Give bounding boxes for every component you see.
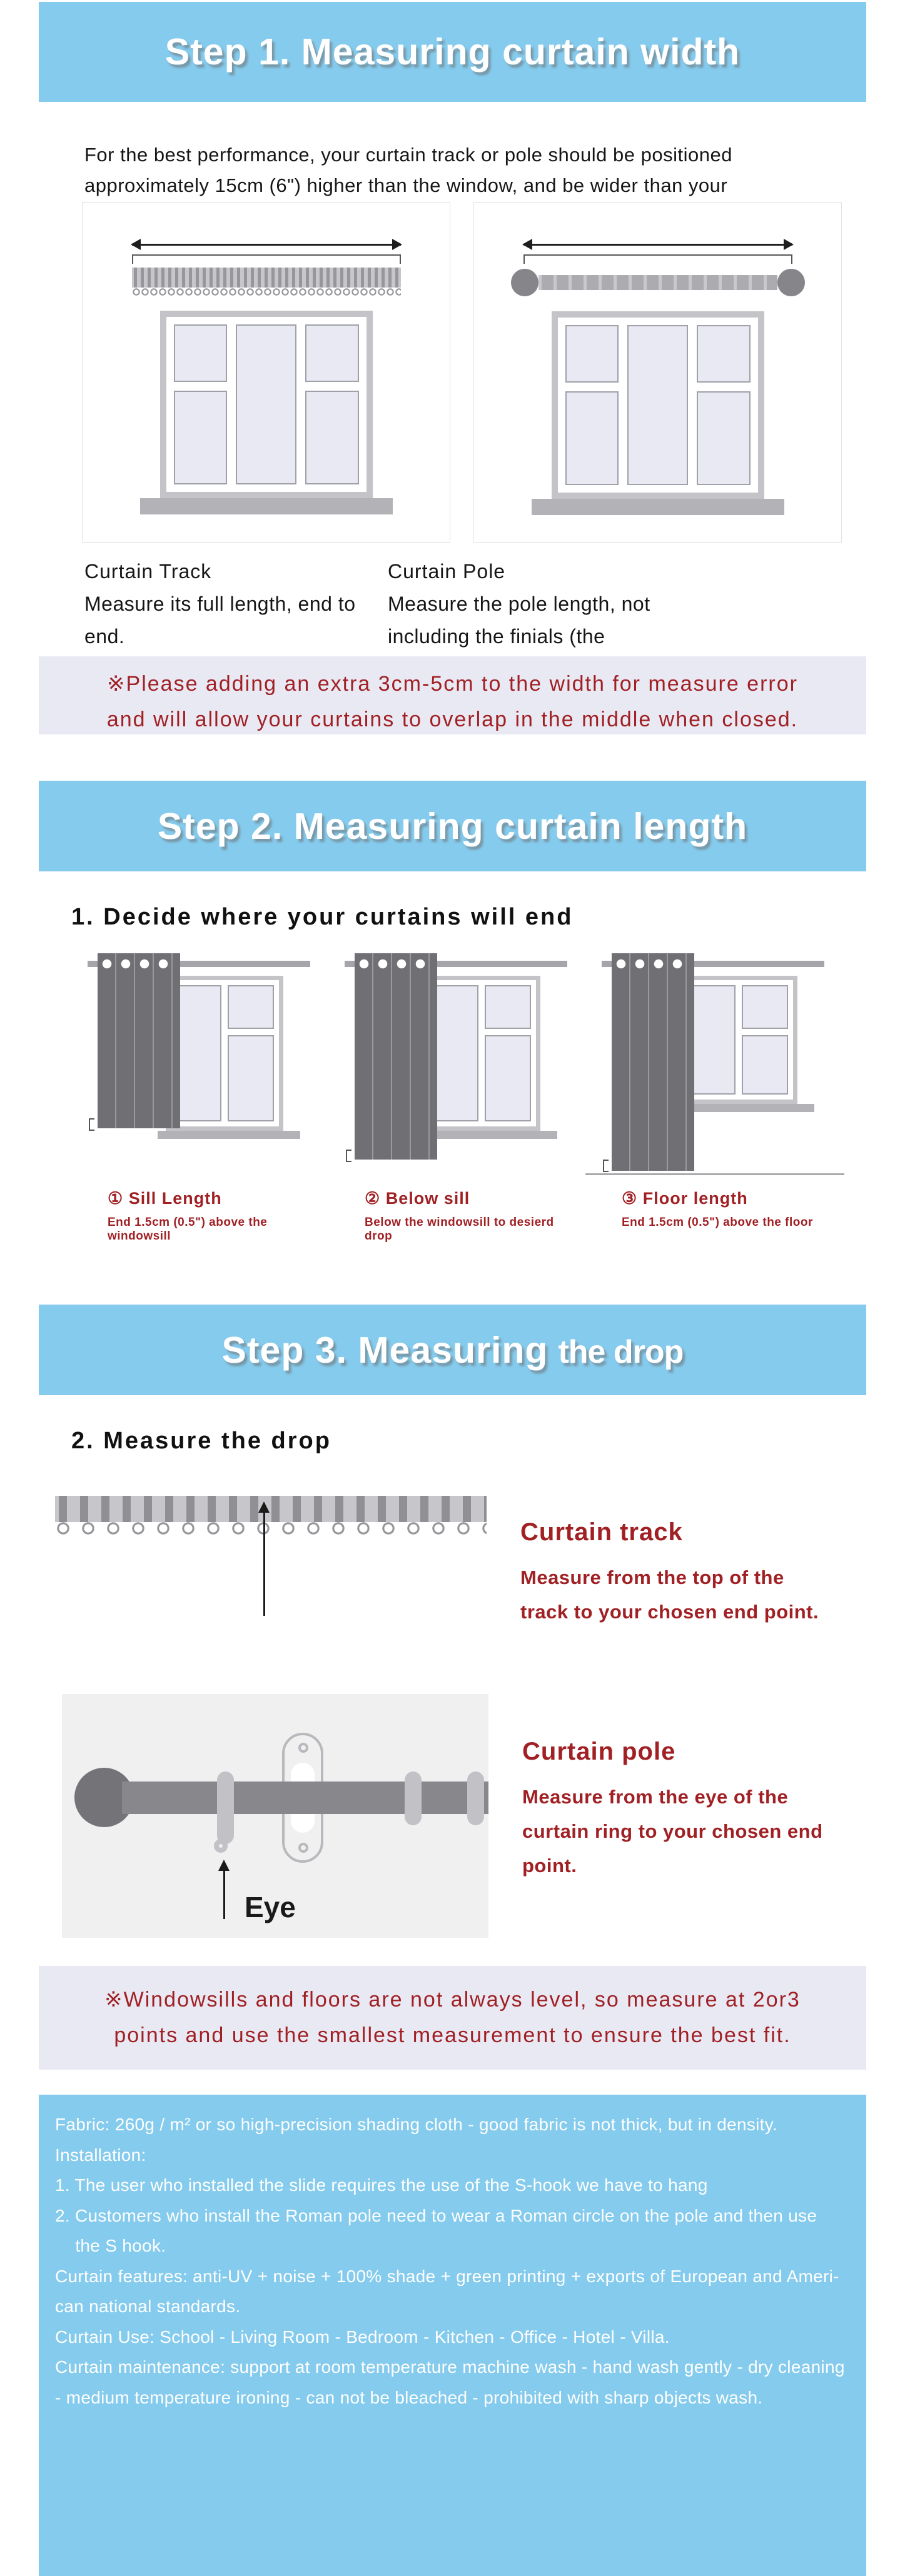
floor-length-illustration bbox=[602, 951, 833, 1179]
step3-title bbox=[222, 1329, 684, 1371]
footer-line: Installation: bbox=[55, 2145, 146, 2165]
window-pane bbox=[305, 391, 358, 484]
window-pane bbox=[236, 324, 297, 484]
curtain-track-rings bbox=[132, 288, 401, 297]
step1-title: Step 1. Measuring curtain width bbox=[164, 31, 741, 73]
window-right-column bbox=[228, 985, 274, 1121]
length-option-floor bbox=[602, 951, 839, 1243]
window-illustration bbox=[680, 976, 797, 1104]
option-desc: Below the windowsill to desierd drop bbox=[365, 1216, 554, 1243]
window-pane bbox=[228, 1035, 274, 1121]
track-caption-body: Measure its full length, end to end. bbox=[84, 593, 356, 648]
curtain-track-illustration bbox=[132, 244, 401, 514]
measure-mark bbox=[603, 1160, 609, 1172]
footer-line: the S hook. bbox=[55, 2236, 166, 2255]
window-pane bbox=[228, 985, 274, 1029]
option-desc: End 1.5cm (0.5") above the windowsill bbox=[108, 1216, 268, 1243]
floor-line bbox=[585, 1173, 844, 1175]
length-option-sill bbox=[88, 951, 325, 1243]
windowsill bbox=[158, 1131, 300, 1139]
curtain-pole-illustration bbox=[62, 1694, 488, 1938]
below-sill-illustration bbox=[345, 951, 576, 1179]
window-mid-column bbox=[627, 325, 689, 485]
window-pane bbox=[742, 985, 788, 1029]
step3-heading: 2. Measure the drop bbox=[71, 1428, 331, 1454]
curtain-length-options bbox=[0, 951, 905, 1243]
sill-length-illustration bbox=[88, 951, 319, 1179]
measure-mark bbox=[346, 1150, 351, 1162]
window-pane bbox=[697, 325, 750, 383]
window-right-column bbox=[697, 325, 750, 485]
curtain-track-bar bbox=[55, 1496, 487, 1522]
footer-line: - medium temperature ironing - can not be bleached - prohibited with sharp objects wash. bbox=[55, 2387, 763, 2407]
window-mid-column bbox=[236, 324, 297, 484]
curtain-panel bbox=[98, 953, 180, 1128]
pole-body-line-2: curtain ring to your chosen end bbox=[522, 1820, 823, 1842]
window-illustration bbox=[166, 976, 283, 1131]
level-note-line-1: ※Windowsills and floors are not always level, so measure at 2or3 bbox=[104, 1988, 801, 2012]
pole-caption-body-2: including the finials (the bbox=[388, 625, 605, 648]
window-right-column bbox=[485, 985, 531, 1121]
up-arrow-icon bbox=[223, 1862, 225, 1919]
window-left-column bbox=[174, 324, 227, 484]
eye-label: Eye bbox=[245, 1891, 296, 1923]
measure-mark bbox=[89, 1118, 94, 1131]
footer-line: Curtain Use: School - Living Room - Bedroom - Kitchen - Office - Hotel - Villa. bbox=[55, 2327, 670, 2347]
window-illustration bbox=[423, 976, 540, 1131]
window-pane bbox=[565, 325, 619, 383]
curtain-grommets bbox=[615, 958, 690, 970]
curtain-ring bbox=[217, 1772, 234, 1844]
option-label: ② Below sill bbox=[365, 1189, 470, 1208]
option-desc: End 1.5cm (0.5") above the floor bbox=[622, 1216, 813, 1229]
curtain-ring bbox=[467, 1772, 484, 1825]
curtain-track-bar bbox=[132, 268, 401, 288]
step3-title-sub: the drop bbox=[558, 1333, 684, 1370]
window-right-column bbox=[305, 324, 358, 484]
footer-line: Curtain maintenance: support at room temperature machine wash - hand wash gently - dry cleaning bbox=[55, 2357, 845, 2377]
footer-line: 1. The user who installed the slide requires the use of the S-hook we have to hang bbox=[55, 2175, 708, 2195]
product-info-footer bbox=[39, 2095, 866, 2576]
pole-body-line-1: Measure from the eye of the bbox=[522, 1786, 789, 1808]
ring-eye-icon bbox=[214, 1839, 228, 1853]
window-pane bbox=[432, 985, 478, 1121]
up-arrow-icon bbox=[263, 1503, 265, 1616]
intro-line-2: approximately 15cm (6") higher than the window, and be wider than your bbox=[84, 174, 728, 196]
window-pane bbox=[742, 1035, 788, 1095]
curtain-panel bbox=[612, 953, 694, 1171]
step2-title: Step 2. Measuring curtain length bbox=[157, 805, 748, 847]
window-illustration bbox=[160, 311, 373, 498]
pole-body-line-3: point. bbox=[522, 1855, 577, 1877]
step1-intro bbox=[0, 139, 905, 201]
level-note bbox=[39, 1966, 866, 2070]
curtain-track-rings bbox=[55, 1522, 487, 1537]
width-note bbox=[39, 656, 866, 734]
track-title: Curtain track bbox=[520, 1518, 683, 1546]
step1-diagrams bbox=[82, 202, 905, 543]
step3-banner bbox=[39, 1305, 866, 1395]
below-sill-caption bbox=[365, 1189, 582, 1243]
width-note-line-2: and will allow your curtains to overlap in the middle when closed. bbox=[106, 708, 799, 731]
window-left-column bbox=[175, 985, 221, 1121]
window-pane bbox=[175, 985, 221, 1121]
pole-text-block bbox=[522, 1694, 823, 1938]
track-body-line-1: Measure from the top of the bbox=[520, 1566, 784, 1588]
curtain-grommets bbox=[101, 958, 176, 970]
pole-over-bracket bbox=[287, 1782, 320, 1814]
track-caption bbox=[0, 555, 388, 653]
pole-finial-left bbox=[511, 269, 538, 296]
double-arrow-icon bbox=[132, 244, 401, 246]
level-note-line-2: points and use the smallest measurement to ensure the best fit. bbox=[114, 2023, 791, 2047]
width-note-line-1: ※Please adding an extra 3cm-5cm to the width for measure error bbox=[107, 672, 798, 696]
curtain-panel bbox=[355, 953, 437, 1160]
curtain-pole-row bbox=[511, 268, 805, 298]
footer-line: 2. Customers who install the Roman pole need to wear a Roman circle on the pole and then use bbox=[55, 2205, 817, 2225]
window-pane bbox=[697, 391, 750, 485]
window-pane bbox=[627, 325, 689, 485]
window-pane bbox=[174, 391, 227, 484]
curtain-pole-bar bbox=[538, 275, 777, 290]
windowsill bbox=[140, 498, 393, 514]
footer-line: Curtain features: anti-UV + noise + 100% shade + green printing + exports of European and Ameri- bbox=[55, 2266, 839, 2286]
pole-caption-title: Curtain Pole bbox=[388, 560, 506, 583]
curtain-track-illustration bbox=[55, 1496, 487, 1630]
window-left-column bbox=[565, 325, 619, 485]
floor-length-caption bbox=[622, 1189, 839, 1230]
step2-banner bbox=[39, 781, 866, 871]
window-pane bbox=[485, 1035, 531, 1121]
window-pane bbox=[174, 324, 227, 382]
footer-line: Fabric: 260g / m² or so high-precision shading cloth - good fabric is not thick, but in density. bbox=[55, 2115, 778, 2134]
measure-pole-section bbox=[0, 1694, 905, 1938]
sill-length-caption bbox=[108, 1189, 325, 1243]
track-text-block bbox=[520, 1496, 819, 1630]
pole-body bbox=[522, 1780, 823, 1883]
curtain-grommets bbox=[358, 958, 433, 970]
option-label: ③ Floor length bbox=[622, 1189, 748, 1208]
window-pane bbox=[485, 985, 531, 1029]
length-option-below-sill bbox=[345, 951, 582, 1243]
window-pane bbox=[305, 324, 358, 382]
option-label: ① Sill Length bbox=[108, 1189, 222, 1208]
pole-caption-body-1: Measure the pole length, not bbox=[388, 593, 650, 615]
double-arrow-icon bbox=[523, 244, 792, 246]
curtain-pole-diagram-box bbox=[473, 202, 842, 543]
step2-heading: 1. Decide where your curtains will end bbox=[71, 904, 574, 930]
track-body bbox=[520, 1560, 819, 1629]
window-pane bbox=[565, 391, 619, 485]
step3-title-main: Step 3. Measuring bbox=[221, 1329, 549, 1371]
window-pane bbox=[689, 985, 736, 1095]
window-right-column bbox=[742, 985, 788, 1095]
curtain-ring bbox=[405, 1772, 422, 1825]
pole-caption bbox=[388, 555, 650, 653]
window-left-column bbox=[432, 985, 478, 1121]
pole-title: Curtain pole bbox=[522, 1738, 676, 1765]
step1-captions bbox=[0, 555, 905, 653]
curtain-pole-illustration bbox=[523, 244, 792, 515]
windowsill bbox=[532, 499, 784, 515]
step1-banner bbox=[39, 2, 866, 102]
track-caption-title: Curtain Track bbox=[84, 560, 212, 583]
measure-bracket bbox=[132, 254, 401, 264]
window-left-column bbox=[689, 985, 736, 1095]
track-body-line-2: track to your chosen end point. bbox=[520, 1601, 819, 1623]
curtain-track-diagram-box bbox=[82, 202, 450, 543]
footer-line: can national standards. bbox=[55, 2297, 241, 2316]
intro-line-1: For the best performance, your curtain track or pole should be positioned bbox=[84, 144, 732, 166]
measure-track-section bbox=[0, 1496, 905, 1630]
measure-bracket bbox=[523, 254, 792, 264]
window-illustration bbox=[552, 311, 764, 499]
pole-finial-right bbox=[777, 269, 805, 296]
